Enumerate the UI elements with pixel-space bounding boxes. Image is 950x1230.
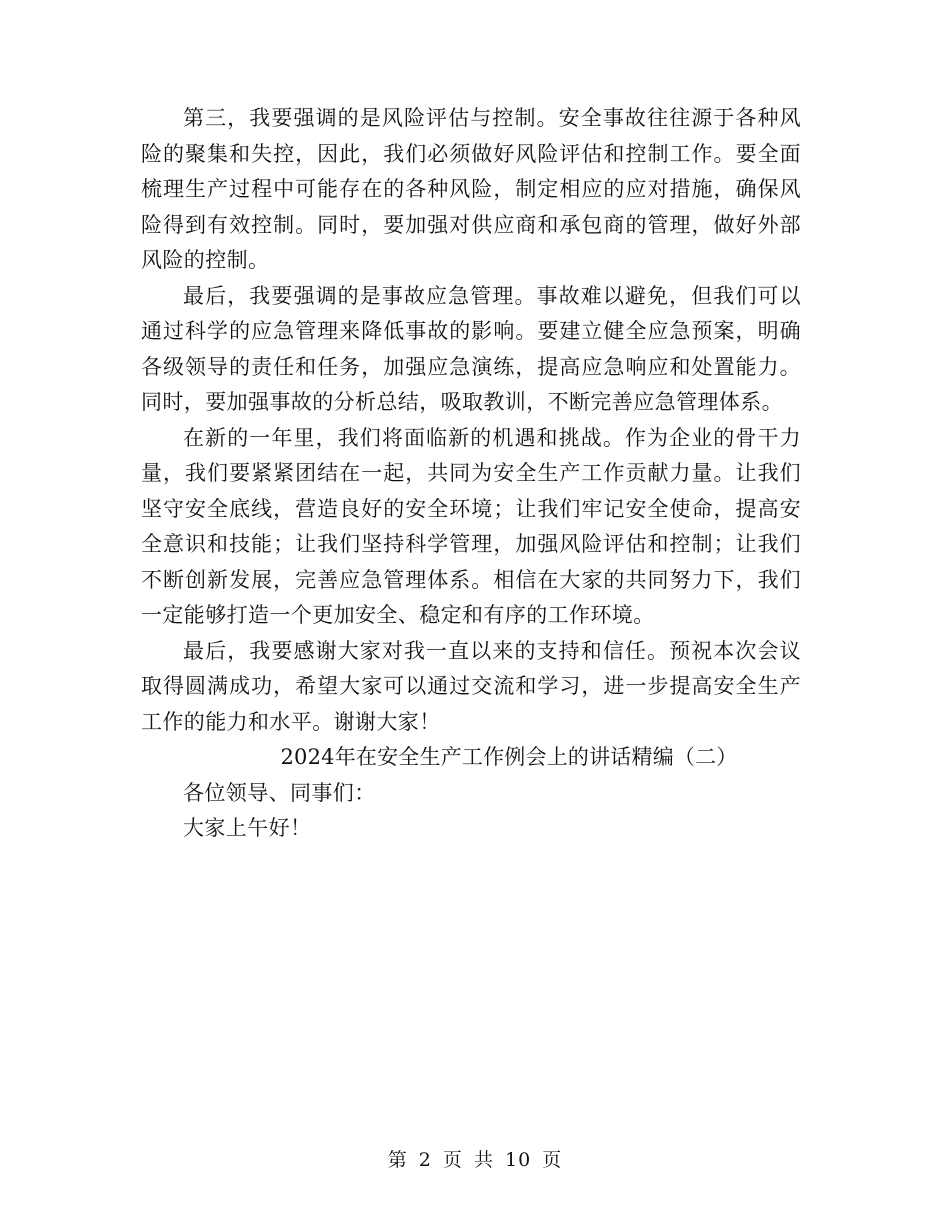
document-body [141, 101, 801, 847]
salutation: 各位领导、同事们： [183, 780, 376, 805]
page-footer: 第 2 页 共 10 页 [387, 1149, 563, 1171]
paragraph-emergency-management: 最后，我要强调的是事故应急管理。事故难以避免，但我们可以通过科学的应急管理来降低事故的影响。要建立健全应急预案，明确各级领导的责任和任务，加强应急演练，提高应急响应和处置能力。同时，要加强事故的分析总结，吸取教训，不断完善应急管理体系。 [141, 283, 801, 414]
section-title: 2024年在安全生产工作例会上的讲话精编（二） [280, 745, 738, 769]
greeting: 大家上午好！ [183, 816, 312, 840]
paragraph-new-year: 在新的一年里，我们将面临新的机遇和挑战。作为企业的骨干力量，我们要紧紧团结在一起，共同为安全生产工作贡献力量。让我们坚守安全底线，营造良好的安全环境；让我们牢记安全使命，提高安全意识和技能；让我们坚持科学管理，加强风险评估和控制；让我们不断创新发展，完善应急管理体系。相信在大家的共同努力下，我们一定能够打造一个更加安全、稳定和有序的工作环境。 [141, 425, 801, 627]
paragraph-risk-assessment: 第三，我要强调的是风险评估与控制。安全事故往往源于各种风险的聚集和失控，因此，我们必须做好风险评估和控制工作。要全面梳理生产过程中可能存在的各种风险，制定相应的应对措施，确保风险得到有效控制。同时，要加强对供应商和承包商的管理，做好外部风险的控制。 [141, 106, 801, 272]
paragraph-thanks: 最后，我要感谢大家对我一直以来的支持和信任。预祝本次会议取得圆满成功，希望大家可以通过交流和学习，进一步提高安全生产工作的能力和水平。谢谢大家！ [141, 638, 801, 734]
